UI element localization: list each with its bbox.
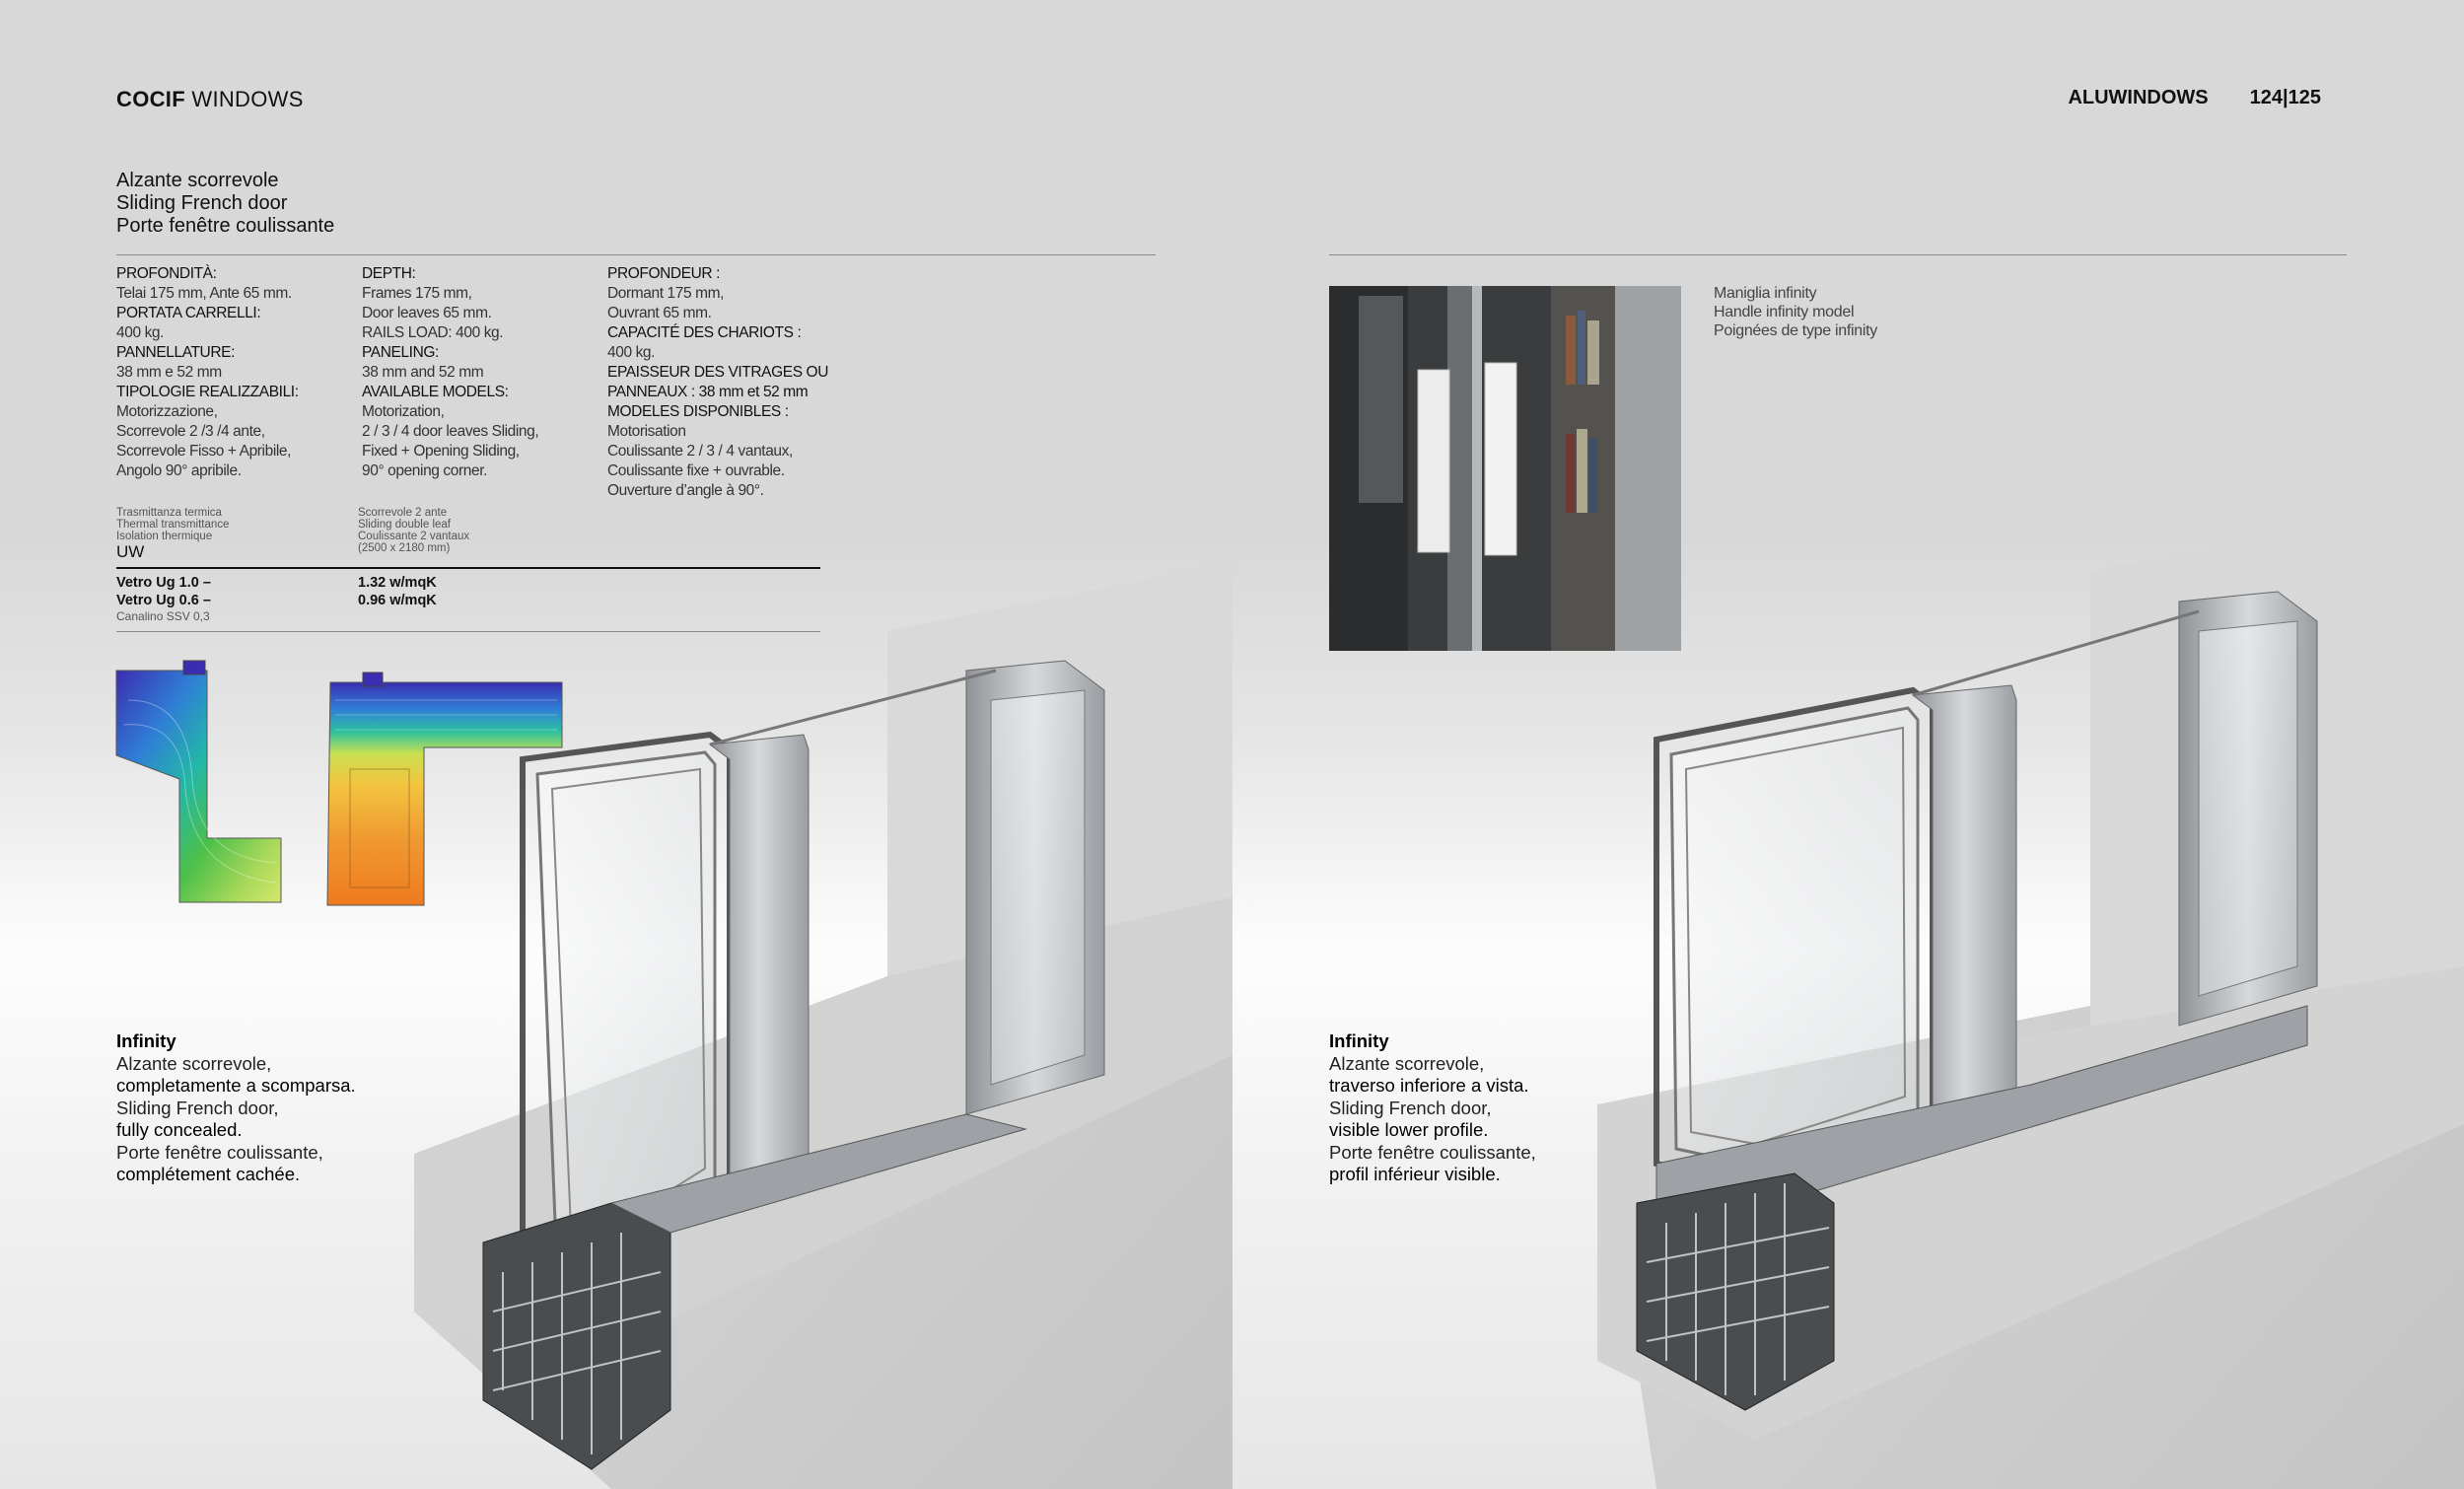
right-caption-l1: Alzante scorrevole, xyxy=(1329,1052,1485,1074)
spec-en-line-2: Frames 175 mm, xyxy=(362,285,472,302)
handle-caption-en: Handle infinity model xyxy=(1714,304,1855,320)
brand-section: WINDOWS xyxy=(191,87,304,111)
spec-en-line-1: DEPTH: xyxy=(362,265,416,282)
left-caption-l4: fully concealed. xyxy=(116,1119,243,1140)
spec-en-line-11: 90° opening corner. xyxy=(362,462,488,479)
title-it: Alzante scorrevole xyxy=(116,170,279,191)
specs-french xyxy=(607,264,864,501)
thermal-label-fr: Isolation thermique xyxy=(116,531,213,542)
spec-it-line-9: Scorrevole 2 /3 /4 ante, xyxy=(116,423,265,440)
spec-en-line-9: 2 / 3 / 4 door leaves Sliding, xyxy=(362,423,539,440)
uw-value-2: 0.96 w/mqK xyxy=(358,593,437,608)
handle-caption-it: Maniglia infinity xyxy=(1714,285,1817,302)
spec-fr-line-4: CAPACITÉ DES CHARIOTS : xyxy=(607,324,802,341)
spec-en-line-6: 38 mm and 52 mm xyxy=(362,364,484,381)
config-it: Scorrevole 2 ante xyxy=(358,507,448,519)
config-size: (2500 x 2180 mm) xyxy=(358,542,451,554)
uw-value-1: 1.32 w/mqK xyxy=(358,575,437,591)
left-caption-l1: Alzante scorrevole, xyxy=(116,1052,272,1074)
spec-fr-line-7: PANNEAUX : 38 mm et 52 mm xyxy=(607,384,809,400)
spec-fr-line-11: Coulissante fixe + ouvrable. xyxy=(607,462,785,479)
spec-fr-line-1: PROFONDEUR : xyxy=(607,265,721,282)
right-caption-l2: traverso inferiore a vista. xyxy=(1329,1075,1529,1096)
right-caption xyxy=(1329,1030,1536,1186)
specs-italian xyxy=(116,264,353,481)
left-caption-l2-period: . xyxy=(350,1075,356,1096)
right-caption-title: Infinity xyxy=(1329,1030,1389,1051)
spec-fr-line-5: 400 kg. xyxy=(607,344,656,361)
spec-it-line-5: PANNELLATURE: xyxy=(116,344,235,361)
right-fixed-glass xyxy=(2199,621,2297,996)
divider-right xyxy=(1329,254,2347,255)
right-sliding-sash-glass xyxy=(1671,708,1918,1164)
handle-right xyxy=(1485,363,1516,555)
page-header-right xyxy=(2068,87,2321,109)
spec-en-line-5: PANELING: xyxy=(362,344,439,361)
spec-fr-line-8: MODELES DISPONIBLES : xyxy=(607,403,789,420)
spec-en-line-3: Door leaves 65 mm. xyxy=(362,305,492,321)
spec-it-line-11: Angolo 90° apribile. xyxy=(116,462,242,479)
right-caption-l6: profil inférieur visible. xyxy=(1329,1164,1501,1184)
photo-shelf xyxy=(1359,296,1403,503)
left-caption-l2: completamente a scomparsa xyxy=(116,1075,351,1096)
spec-en-line-7: AVAILABLE MODELS: xyxy=(362,384,509,400)
specs-english xyxy=(362,264,598,481)
spec-fr-line-3: Ouvrant 65 mm. xyxy=(607,305,712,321)
product-title xyxy=(116,170,334,238)
config-en: Sliding double leaf xyxy=(358,519,451,531)
thermal-labels xyxy=(116,507,229,542)
right-caption-l4: visible lower profile. xyxy=(1329,1119,1489,1140)
handle-caption xyxy=(1714,284,1877,340)
thermal-label-it: Trasmittanza termica xyxy=(116,507,222,519)
left-caption-l6: complétement cachée. xyxy=(116,1164,301,1184)
glass-column xyxy=(116,574,211,609)
catalog-title: ALUWINDOWS xyxy=(2068,87,2209,108)
spec-it-line-1: PROFONDITÀ: xyxy=(116,265,217,282)
isotherm-profile-1 xyxy=(116,661,281,902)
photo-profile-edge xyxy=(1472,286,1482,651)
spec-en-line-4: RAILS LOAD: 400 kg. xyxy=(362,324,504,341)
handle-left xyxy=(1418,370,1449,552)
right-caption-l3: Sliding French door, xyxy=(1329,1097,1492,1118)
page-numbers: 124|125 xyxy=(2249,87,2321,108)
divider-left xyxy=(116,254,1156,255)
spec-en-line-10: Fixed + Opening Sliding, xyxy=(362,443,520,460)
spec-it-line-7: TIPOLOGIE REALIZZABILI: xyxy=(116,384,299,400)
left-caption xyxy=(116,1030,356,1186)
spec-fr-line-12: Ouverture d’angle à 90°. xyxy=(607,482,764,499)
glass-row-1: Vetro Ug 1.0 – xyxy=(116,575,211,591)
brand-name: COCIF xyxy=(116,87,185,111)
spec-it-line-6: 38 mm e 52 mm xyxy=(116,364,222,381)
threshold-section xyxy=(483,1203,670,1469)
fixed-glass xyxy=(991,690,1085,1085)
thermal-config xyxy=(358,507,469,554)
handle-caption-fr: Poignées de type infinity xyxy=(1714,322,1877,339)
uw-symbol: UW xyxy=(116,542,145,561)
spec-it-line-4: 400 kg. xyxy=(116,324,165,341)
config-fr: Coulissante 2 vantaux xyxy=(358,531,470,542)
title-fr: Porte fenêtre coulissante xyxy=(116,215,335,237)
thermal-label-en: Thermal transmittance xyxy=(116,519,230,531)
spec-fr-line-10: Coulissante 2 / 3 / 4 vantaux, xyxy=(607,443,793,460)
spec-it-line-3: PORTATA CARRELLI: xyxy=(116,305,261,321)
infinity-visible-profile-render xyxy=(1597,493,2464,1489)
spec-en-line-8: Motorization, xyxy=(362,403,445,420)
spec-fr-line-9: Motorisation xyxy=(607,423,686,440)
spec-it-line-8: Motorizzazione, xyxy=(116,403,218,420)
spec-fr-line-2: Dormant 175 mm, xyxy=(607,285,725,302)
spec-it-line-10: Scorrevole Fisso + Apribile, xyxy=(116,443,292,460)
spacer-note: Canalino SSV 0,3 xyxy=(116,609,210,623)
brand-header xyxy=(116,87,304,112)
spec-it-line-2: Telai 175 mm, Ante 65 mm. xyxy=(116,285,292,302)
left-caption-title: Infinity xyxy=(116,1030,176,1051)
left-caption-l5: Porte fenêtre coulissante, xyxy=(116,1141,323,1163)
right-caption-l5: Porte fenêtre coulissante, xyxy=(1329,1141,1536,1163)
title-en: Sliding French door xyxy=(116,192,288,214)
infinity-concealed-render xyxy=(414,562,1232,1489)
spec-fr-line-6: EPAISSEUR DES VITRAGES OU xyxy=(607,364,828,381)
glass-row-2: Vetro Ug 0.6 – xyxy=(116,593,211,608)
left-caption-l3: Sliding French door, xyxy=(116,1097,279,1118)
